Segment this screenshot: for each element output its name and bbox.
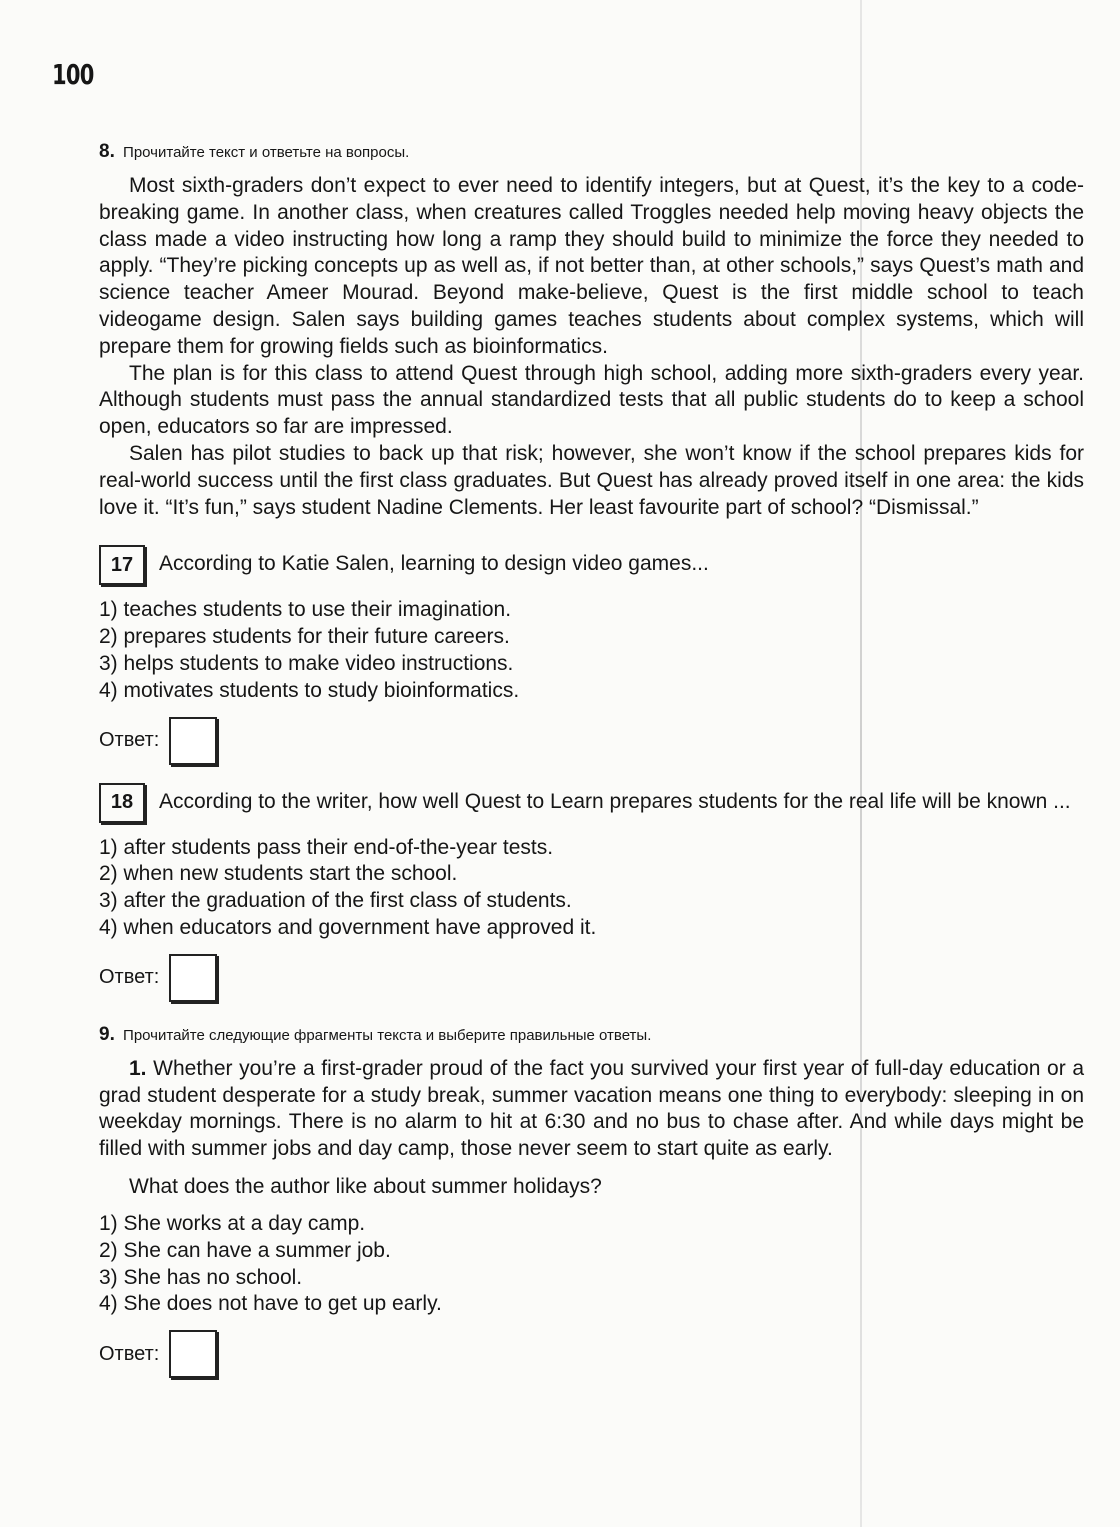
answer-row-17 — [99, 717, 1084, 765]
task9-options — [99, 1211, 1084, 1318]
answer-row-18 — [99, 954, 1084, 1002]
option: 1) She works at a day camp. — [99, 1211, 366, 1235]
task9-heading — [99, 1024, 1084, 1046]
answer-label: Ответ: — [99, 966, 160, 989]
option: 1) after students pass their end-of-the-year tests. — [99, 835, 554, 859]
question-18-options — [99, 835, 1084, 942]
answer-box-17[interactable] — [169, 717, 217, 765]
task8-instruction: Прочитайте текст и ответьте на вопросы. — [123, 144, 410, 161]
task9-fragment — [99, 1056, 1084, 1163]
question-text: According to the writer, how well Quest to Learn prepares students for the real life will be known ... — [159, 789, 1071, 813]
question-17-options — [99, 597, 1084, 704]
option: 4) She does not have to get up early. — [99, 1292, 442, 1316]
answer-box-18[interactable] — [169, 954, 217, 1002]
task8-paragraph-3: Salen has pilot studies to back up that risk; however, she won’t know if the school prepares kids for real-world success until the first class graduates. But Quest has already proved itself in one area: the kids love it. “It’s fun,” says student Nadine Clements. Her least favourite part of school? “Dismissal.” — [99, 441, 1084, 519]
fragment-number: 1. — [129, 1056, 147, 1080]
answer-row-9-1 — [99, 1330, 1084, 1378]
question-text: According to Katie Salen, learning to design video games... — [159, 552, 709, 576]
option: 3) She has no school. — [99, 1265, 303, 1289]
task8-paragraph-2: The plan is for this class to attend Quest through high school, adding more sixth-graders every year. Although students must pass the annual standardized tests that all public students do to keep a school open, educators so far are impressed. — [99, 361, 1084, 439]
answer-label: Ответ: — [99, 729, 160, 752]
question-number-box: 17 — [99, 545, 145, 585]
option: 3) helps students to make video instructions. — [99, 651, 514, 675]
task9-question: What does the author like about summer holidays? — [129, 1174, 602, 1198]
task8-number: 8. — [99, 141, 115, 162]
option: 2) She can have a summer job. — [99, 1238, 391, 1262]
question-17 — [99, 545, 1084, 585]
option: 4) when educators and government have approved it. — [99, 915, 597, 939]
question-18 — [99, 783, 1084, 823]
task9-instruction: Прочитайте следующие фрагменты текста и выберите правильные ответы. — [123, 1026, 652, 1044]
answer-box-9-1[interactable] — [169, 1330, 217, 1378]
task8-paragraph-1: Most sixth-graders don’t expect to ever need to identify integers, but at Quest, it’s the key to a code-breaking game. In another class, when creatures called Troggles needed help moving heavy objects the class made a video instructing how long a ramp they should build to minimize the force they needed to apply. “They’re picking concepts up as well as, if not better than, at other schools,” says Quest’s math and science teacher Ameer Mourad. Beyond make-believe, Quest is the first middle school to teach videogame design. Salen says building games teaches students about complex systems, which will prepare them for growing fields such as bioinformatics. — [99, 174, 1084, 358]
page-number: 100 — [52, 58, 94, 91]
option: 2) prepares students for their future careers. — [99, 625, 510, 649]
question-number-box: 18 — [99, 783, 145, 823]
option: 3) after the graduation of the first class of students. — [99, 889, 572, 913]
task9-number: 9. — [99, 1023, 115, 1045]
option: 4) motivates students to study bioinformatics. — [99, 678, 520, 702]
answer-label: Ответ: — [99, 1342, 160, 1365]
page-content — [99, 141, 1084, 1378]
option: 1) teaches students to use their imagination. — [99, 598, 512, 622]
fragment-text: Whether you’re a first-grader proud of the fact you survived your first year of full-day education or a grad student desperate for a study break, summer vacation means one thing to everybody: sleeping in on weekday mornings. There is no alarm to hit at 6:30 and no bus to chase after. And while days might be filled with summer jobs and day camp, those never seem to start quite as early. — [99, 1056, 1084, 1161]
option: 2) when new students start the school. — [99, 862, 458, 886]
task8-heading — [99, 141, 1084, 163]
